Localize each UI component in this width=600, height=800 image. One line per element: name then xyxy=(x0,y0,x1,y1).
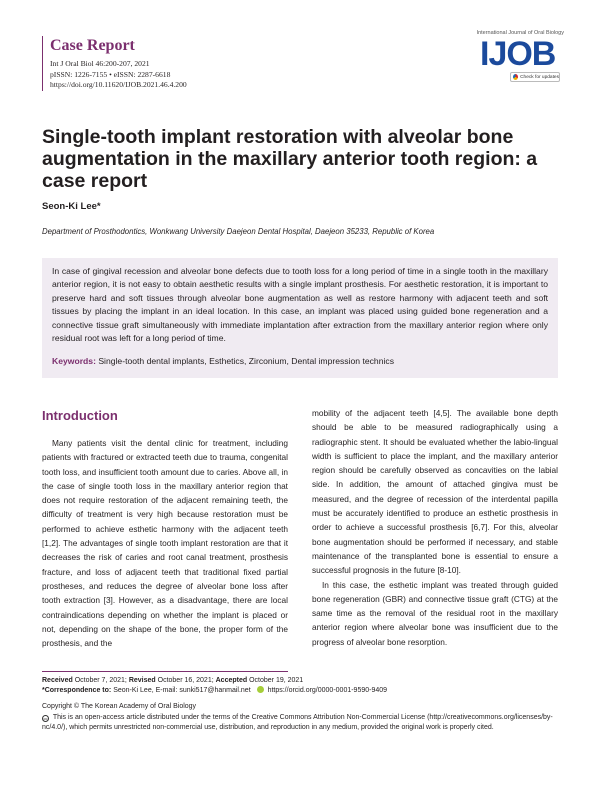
journal-wordmark: IJOB xyxy=(480,35,556,73)
copyright: Copyright © The Korean Academy of Oral Biology xyxy=(42,703,197,710)
check-updates-icon xyxy=(513,74,518,80)
keywords-list: Single-tooth dental implants, Esthetics, Zirconium, Dental impression technics xyxy=(98,356,394,367)
dates-line: Received October 7, 2021; Revised October 16, 2021; Accepted October 19, 2021 xyxy=(42,677,304,684)
footer-divider xyxy=(42,671,288,672)
affiliation: Department of Prosthodontics, Wonkwang University Daejeon Dental Hospital, Daejeon 35233, Republic of Korea xyxy=(42,227,435,236)
journal-logo xyxy=(474,30,564,84)
keywords-label: Keywords: xyxy=(52,356,96,367)
correspondence-email[interactable]: Seon-Ki Lee, E-mail: sunki517@hanmail.net xyxy=(113,687,251,694)
check-for-updates-button[interactable] xyxy=(510,72,560,82)
author: Seon-Ki Lee* xyxy=(42,201,101,212)
journal-name: International Journal of Oral Biology xyxy=(476,30,564,36)
cc-icon: cc xyxy=(43,716,48,721)
doi-link[interactable]: https://doi.org/10.11620/IJOB.2021.46.4.200 xyxy=(50,80,187,89)
orcid-link[interactable]: https://orcid.org/0000-0001-9590-9409 xyxy=(267,687,388,694)
section-label: Case Report xyxy=(50,37,135,54)
left-column xyxy=(42,406,288,650)
citation: Int J Oral Biol 46:200-207, 2021 xyxy=(50,59,150,68)
right-column xyxy=(312,406,558,649)
intro-paragraph-1-continued: mobility of the adjacent teeth [4,5]. The available bone depth should be able to be measured radiographically using a radiographic stent. It should be evaluated whether the labio-lingual width is sufficient to place the implant, and the maxillary anterior region should be carefully observed as concavities on the labial side. In addition, the amount of attached gingiva must be measured, and the degree of recession of the interdental papilla must be accurately identified to produce an esthetic prosthesis in order to achieve a successful prosthesis [6,7]. For this, alveolar bone augmentation should be performed if necessary, and stable maintenance of the transplanted bone is essential to ensure a successful prognosis in the future [8-10]. xyxy=(312,408,558,576)
correspondence-line: *Correspondence to: Seon-Ki Lee, E-mail: sunki517@hanmail.net https://orcid.org/0000-0001-9590-9409 xyxy=(42,687,388,694)
check-updates-label: Check for updates xyxy=(520,74,559,80)
orcid-icon xyxy=(257,686,264,693)
intro-paragraph-2: In this case, the esthetic implant was treated through guided bone regeneration (GBR) and connective tissue graft (CTG) at the same time as the removal of the residual root in the maxillary anterior region where alveolar bone was insufficient due to the progress of alveolar bone resorption. xyxy=(312,579,558,647)
journal-header xyxy=(42,36,187,91)
intro-paragraph-1: Many patients visit the dental clinic for treatment, including patients with fractured or extracted teeth due to trauma, congenital tooth loss, and insufficient tooth amount due to caries. Above all, in the case of single tooth loss in the maxillary anterior region that does not require restoration of the adjacent remaining teeth, the difficulty of treatment is very high because restoration must be performed to achieve esthetic harmony with the adjacent teeth [1,2]. The advantages of single tooth implant restoration are that it decreases the risk of caries and root canal treatment, prosthesis fracture, and loss of adjacent teeth that traditional fixed partial prostheses, and reduces the degree of alveolar bone loss after tooth extraction [3]. However, as a disadvantage, there are local contraindications depending on whether the implant is placed or not, depending on the shape of the bone, the proper form of the prosthesis, and the xyxy=(42,438,288,649)
section-heading: Introduction xyxy=(42,408,118,423)
license-text: cc This is an open-access article distributed under the terms of the Creative Commons Attribution Non-Commercial License (http://creativecommons.org/licenses/by-nc/4.0/), which permits unrestricted non-commercial use, distribution, and reproduction in any medium, provided the original work is properly cited. xyxy=(42,714,553,731)
issn: pISSN: 1226-7155 • eISSN: 2287-6618 xyxy=(50,69,171,79)
abstract-box xyxy=(42,258,558,378)
keywords xyxy=(52,355,548,368)
abstract-text: In case of gingival recession and alveolar bone defects due to tooth loss for a long period of time in a single tooth in the maxillary anterior region, it is not easy to obtain aesthetic results with a single implant prosthesis. For aesthetic restoration, it is important to preserve hard and soft tissues through alveolar bone augmentation as well as restore harmony with adjacent teeth and soft tissues by placing the implant in an ideal location. In this case, an implant was placed using guided bone regeneration and a connective tissue graft simultaneously with immediate implantation after extraction from the maxillary anterior region where only residual root was left for a long period of time. xyxy=(52,266,548,344)
article-title: Single-tooth implant restoration with alveolar bone augmentation in the maxillary anterior tooth region: a case report xyxy=(42,126,538,192)
